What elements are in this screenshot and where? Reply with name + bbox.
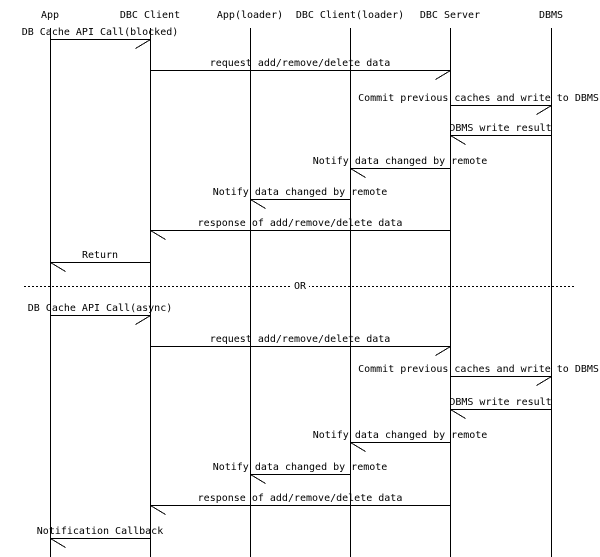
arrowhead-icon (151, 231, 166, 240)
or-divider-label: OR (291, 281, 309, 293)
actor-label: App(loader) (216, 10, 284, 21)
arrowhead-icon (351, 169, 366, 178)
message-label: Notify data changed by remote (312, 430, 488, 441)
arrowhead-icon (451, 410, 466, 419)
arrowhead-icon (436, 71, 451, 80)
message-label: response of add/remove/delete data (197, 218, 403, 229)
actor-label: DBC Server (419, 10, 481, 21)
message-label: response of add/remove/delete data (197, 493, 403, 504)
message-label: Notify data changed by remote (312, 156, 488, 167)
message-label: DB Cache API Call(async) (27, 303, 173, 314)
message-label: Commit previous caches and write to DBMS (358, 93, 599, 104)
message-label: DB Cache API Call(blocked) (21, 27, 179, 38)
arrowhead-icon (51, 263, 66, 272)
arrowhead-icon (351, 443, 366, 452)
message-label: Return (81, 250, 119, 261)
arrowhead-icon (537, 377, 552, 386)
message-label: Commit previous caches and write to DBMS (358, 364, 599, 375)
message-label: request add/remove/delete data (209, 334, 391, 345)
arrowhead-icon (136, 316, 151, 325)
arrowhead-icon (136, 40, 151, 49)
actor-label: DBMS (538, 10, 564, 21)
arrowhead-icon (151, 506, 166, 515)
arrowhead-icon (51, 539, 66, 548)
arrowhead-icon (251, 200, 266, 209)
arrowhead-icon (251, 475, 266, 484)
message-label: DBMS write result (449, 123, 552, 134)
message-label: DBMS write result (449, 397, 552, 408)
actor-label: App (40, 10, 60, 21)
actor-label: DBC Client(loader) (295, 10, 405, 21)
message-label: Notify data changed by remote (212, 462, 388, 473)
arrowhead-icon (451, 136, 466, 145)
message-label: Notify data changed by remote (212, 187, 388, 198)
arrowhead-icon (436, 347, 451, 356)
message-label: request add/remove/delete data (209, 58, 391, 69)
actor-label: DBC Client (119, 10, 181, 21)
message-label: Notification Callback (36, 526, 164, 537)
arrowhead-icon (537, 106, 552, 115)
